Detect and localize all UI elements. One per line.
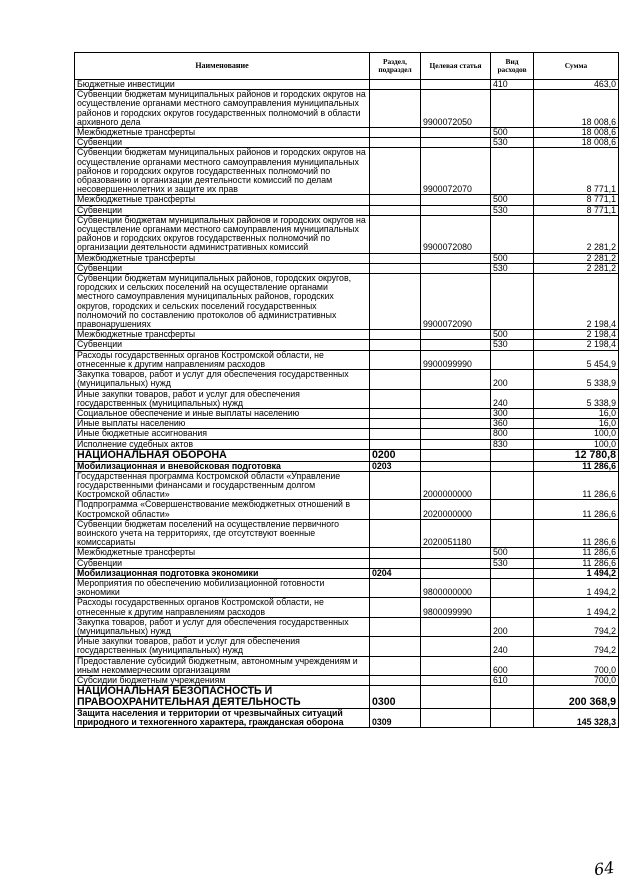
- row-article: [421, 80, 491, 90]
- row-section: [370, 429, 421, 439]
- table-row: [75, 195, 619, 205]
- row-article: [421, 389, 491, 408]
- row-section: [370, 263, 421, 273]
- row-name: Исполнение судебных актов: [75, 439, 370, 449]
- row-section: [370, 80, 421, 90]
- row-type: [491, 148, 534, 195]
- row-section: [370, 215, 421, 253]
- table-row: [75, 500, 619, 519]
- row-type: [491, 568, 534, 578]
- row-article: [421, 449, 491, 461]
- row-type: 830: [491, 439, 534, 449]
- table-row: [75, 90, 619, 128]
- row-sum: 145 328,3: [534, 708, 619, 727]
- page-number: 64: [592, 857, 616, 880]
- row-sum: 100,0: [534, 429, 619, 439]
- table-row: [75, 519, 619, 548]
- table-row: [75, 389, 619, 408]
- row-sum: 5 338,9: [534, 389, 619, 408]
- table-row: [75, 708, 619, 727]
- row-type: 410: [491, 80, 534, 90]
- table-row: [75, 370, 619, 389]
- row-name: Защита населения и территории от чрезвычайных ситуаций природного и техногенного характера, гражданская оборона: [75, 708, 370, 727]
- row-name: Субвенции: [75, 205, 370, 215]
- row-article: 9900072080: [421, 215, 491, 253]
- row-type: [491, 90, 534, 128]
- row-section: 0309: [370, 708, 421, 727]
- budget-table: [74, 52, 619, 728]
- table-row: [75, 80, 619, 90]
- row-sum: 8 771,1: [534, 148, 619, 195]
- row-name: Субвенции бюджетам поселений на осуществление первичного воинского учета на территориях, где отсутствуют военные комиссариаты: [75, 519, 370, 548]
- table-row: [75, 686, 619, 709]
- table-row: [75, 138, 619, 148]
- row-article: 9800099990: [421, 598, 491, 617]
- row-section: [370, 253, 421, 263]
- row-article: 9900099990: [421, 350, 491, 369]
- row-sum: 2 281,2: [534, 215, 619, 253]
- table-row: [75, 568, 619, 578]
- row-sum: 1 494,2: [534, 568, 619, 578]
- row-article: [421, 708, 491, 727]
- row-name: Межбюджетные трансферты: [75, 330, 370, 340]
- row-type: 360: [491, 419, 534, 429]
- row-article: [421, 637, 491, 656]
- row-sum: 8 771,1: [534, 195, 619, 205]
- table-row: [75, 675, 619, 685]
- row-section: [370, 370, 421, 389]
- row-name: Межбюджетные трансферты: [75, 548, 370, 558]
- row-section: [370, 558, 421, 568]
- row-section: [370, 548, 421, 558]
- table-row: [75, 419, 619, 429]
- row-type: 800: [491, 429, 534, 439]
- row-section: [370, 148, 421, 195]
- row-sum: 2 198,4: [534, 274, 619, 330]
- row-name: Закупка товаров, работ и услуг для обеспечения государственных (муниципальных) нужд: [75, 370, 370, 389]
- row-article: [421, 686, 491, 709]
- row-article: [421, 408, 491, 418]
- row-type: [491, 449, 534, 461]
- row-section: [370, 500, 421, 519]
- table-row: [75, 205, 619, 215]
- header-name: Наименование: [75, 53, 370, 80]
- row-name: Субвенции: [75, 263, 370, 273]
- row-sum: 18 008,6: [534, 90, 619, 128]
- row-article: [421, 429, 491, 439]
- row-name: Мобилизационная подготовка экономики: [75, 568, 370, 578]
- row-type: [491, 500, 534, 519]
- table-row: [75, 548, 619, 558]
- table-row: [75, 461, 619, 471]
- table-row: [75, 439, 619, 449]
- row-name: Иные закупки товаров, работ и услуг для обеспечения государственных (муниципальных) нужд: [75, 637, 370, 656]
- row-section: [370, 439, 421, 449]
- row-section: [370, 205, 421, 215]
- row-article: [421, 253, 491, 263]
- table-row: [75, 578, 619, 597]
- row-article: 2020000000: [421, 500, 491, 519]
- row-type: [491, 350, 534, 369]
- row-sum: 1 494,2: [534, 598, 619, 617]
- row-sum: 11 286,6: [534, 500, 619, 519]
- table-row: [75, 350, 619, 369]
- table-row: [75, 340, 619, 350]
- row-type: [491, 471, 534, 500]
- row-section: [370, 617, 421, 636]
- table-row: [75, 128, 619, 138]
- row-type: 530: [491, 340, 534, 350]
- row-article: [421, 419, 491, 429]
- table-row: [75, 637, 619, 656]
- table-row: [75, 449, 619, 461]
- row-article: 9900072050: [421, 90, 491, 128]
- row-sum: 700,0: [534, 675, 619, 685]
- row-sum: 18 008,6: [534, 138, 619, 148]
- table-body: [75, 80, 619, 728]
- row-section: [370, 519, 421, 548]
- table-row: [75, 598, 619, 617]
- row-sum: 11 286,6: [534, 548, 619, 558]
- row-type: 500: [491, 253, 534, 263]
- row-sum: 794,2: [534, 637, 619, 656]
- row-type: 500: [491, 128, 534, 138]
- table-row: [75, 471, 619, 500]
- row-name: Расходы государственных органов Костромской области, не отнесенные к другим направлениям расходов: [75, 350, 370, 369]
- row-section: 0300: [370, 686, 421, 709]
- row-name: Мероприятия по обеспечению мобилизационной готовности экономики: [75, 578, 370, 597]
- row-article: [421, 461, 491, 471]
- row-name: Субвенции: [75, 558, 370, 568]
- row-section: [370, 637, 421, 656]
- row-article: 2000000000: [421, 471, 491, 500]
- header-type: Вид расходов: [491, 53, 534, 80]
- row-sum: 200 368,9: [534, 686, 619, 709]
- row-type: 530: [491, 138, 534, 148]
- row-article: [421, 439, 491, 449]
- row-name: Мобилизационная и вневойсковая подготовка: [75, 461, 370, 471]
- row-article: [421, 370, 491, 389]
- row-article: [421, 558, 491, 568]
- row-sum: 463,0: [534, 80, 619, 90]
- row-name: Субвенции бюджетам муниципальных районов и городских округов на осуществление органами местного самоуправления муниципальных районов и городских округов государственных полномочий по организации деятельности административных комиссий: [75, 215, 370, 253]
- row-section: 0203: [370, 461, 421, 471]
- row-sum: 11 286,6: [534, 461, 619, 471]
- row-article: [421, 205, 491, 215]
- row-type: [491, 578, 534, 597]
- row-article: 9900072090: [421, 274, 491, 330]
- row-name: Государственная программа Костромской области «Управление государственными финансами и государственным долгом Костромской области»: [75, 471, 370, 500]
- row-name: Межбюджетные трансферты: [75, 253, 370, 263]
- row-sum: 16,0: [534, 408, 619, 418]
- row-section: 0204: [370, 568, 421, 578]
- row-section: [370, 128, 421, 138]
- table-header-row: [75, 53, 619, 80]
- row-sum: 11 286,6: [534, 471, 619, 500]
- row-article: [421, 263, 491, 273]
- row-name: Субвенции бюджетам муниципальных районов и городских округов на осуществление органами местного самоуправления муниципальных районов и городских округов государственных полномочий в области архивного дела: [75, 90, 370, 128]
- row-sum: 12 780,8: [534, 449, 619, 461]
- row-sum: 5 454,9: [534, 350, 619, 369]
- row-type: 530: [491, 263, 534, 273]
- row-article: [421, 128, 491, 138]
- row-article: [421, 617, 491, 636]
- table-row: [75, 253, 619, 263]
- row-name: Закупка товаров, работ и услуг для обеспечения государственных (муниципальных) нужд: [75, 617, 370, 636]
- row-name: Межбюджетные трансферты: [75, 195, 370, 205]
- table-row: [75, 263, 619, 273]
- row-article: [421, 548, 491, 558]
- row-section: [370, 90, 421, 128]
- row-article: 2020051180: [421, 519, 491, 548]
- row-sum: 794,2: [534, 617, 619, 636]
- row-sum: 11 286,6: [534, 519, 619, 548]
- row-type: 610: [491, 675, 534, 685]
- row-section: [370, 675, 421, 685]
- header-article: Целевая статья: [421, 53, 491, 80]
- row-name: НАЦИОНАЛЬНАЯ ОБОРОНА: [75, 449, 370, 461]
- row-type: 500: [491, 330, 534, 340]
- row-name: Социальное обеспечение и иные выплаты населению: [75, 408, 370, 418]
- row-type: 300: [491, 408, 534, 418]
- row-sum: 18 008,6: [534, 128, 619, 138]
- row-article: [421, 138, 491, 148]
- row-name: Предоставление субсидий бюджетным, автономным учреждениям и иным некоммерческим организациям: [75, 656, 370, 675]
- row-name: Иные закупки товаров, работ и услуг для обеспечения государственных (муниципальных) нужд: [75, 389, 370, 408]
- row-article: [421, 568, 491, 578]
- row-article: [421, 656, 491, 675]
- row-name: Подпрограмма «Совершенствование межбюджетных отношений в Костромской области»: [75, 500, 370, 519]
- row-sum: 2 281,2: [534, 253, 619, 263]
- row-type: [491, 215, 534, 253]
- row-type: 530: [491, 205, 534, 215]
- row-name: Расходы государственных органов Костромской области, не отнесенные к другим направлениям расходов: [75, 598, 370, 617]
- row-type: 200: [491, 617, 534, 636]
- row-sum: 100,0: [534, 439, 619, 449]
- row-sum: 2 198,4: [534, 330, 619, 340]
- row-type: 240: [491, 389, 534, 408]
- row-type: [491, 519, 534, 548]
- row-article: 9800000000: [421, 578, 491, 597]
- header-section: Раздел, подраздел: [370, 53, 421, 80]
- row-section: [370, 471, 421, 500]
- row-name: Иные выплаты населению: [75, 419, 370, 429]
- row-section: [370, 274, 421, 330]
- table-row: [75, 274, 619, 330]
- row-name: Субвенции бюджетам муниципальных районов и городских округов на осуществление органами местного самоуправления муниципальных районов и городских округов государственных полномочий по образованию и организации деятельности комиссий по делам несовершеннолетних и защите их прав: [75, 148, 370, 195]
- row-section: [370, 419, 421, 429]
- table-row: [75, 558, 619, 568]
- row-type: [491, 274, 534, 330]
- row-name: Субсидии бюджетным учреждениям: [75, 675, 370, 685]
- row-sum: 1 494,2: [534, 578, 619, 597]
- row-section: [370, 408, 421, 418]
- table-row: [75, 330, 619, 340]
- row-sum: 2 281,2: [534, 263, 619, 273]
- table-row: [75, 148, 619, 195]
- header-sum: Сумма: [534, 53, 619, 80]
- row-article: [421, 195, 491, 205]
- row-name: Иные бюджетные ассигнования: [75, 429, 370, 439]
- row-name: Бюджетные инвестиции: [75, 80, 370, 90]
- row-name: Субвенции: [75, 340, 370, 350]
- row-article: [421, 340, 491, 350]
- row-type: 500: [491, 195, 534, 205]
- table-row: [75, 429, 619, 439]
- row-section: 0200: [370, 449, 421, 461]
- row-section: [370, 350, 421, 369]
- row-type: 200: [491, 370, 534, 389]
- table-row: [75, 617, 619, 636]
- row-article: 9900072070: [421, 148, 491, 195]
- row-section: [370, 578, 421, 597]
- row-section: [370, 330, 421, 340]
- row-sum: 2 198,4: [534, 340, 619, 350]
- row-type: 530: [491, 558, 534, 568]
- row-sum: 8 771,1: [534, 205, 619, 215]
- row-name: Межбюджетные трансферты: [75, 128, 370, 138]
- row-sum: 16,0: [534, 419, 619, 429]
- row-section: [370, 340, 421, 350]
- row-section: [370, 389, 421, 408]
- row-sum: 5 338,9: [534, 370, 619, 389]
- row-type: 500: [491, 548, 534, 558]
- table-row: [75, 656, 619, 675]
- row-sum: 11 286,6: [534, 558, 619, 568]
- row-name: Субвенции: [75, 138, 370, 148]
- row-sum: 700,0: [534, 656, 619, 675]
- row-type: [491, 708, 534, 727]
- row-name: НАЦИОНАЛЬНАЯ БЕЗОПАСНОСТЬ И ПРАВООХРАНИТЕЛЬНАЯ ДЕЯТЕЛЬНОСТЬ: [75, 686, 370, 709]
- row-type: 240: [491, 637, 534, 656]
- table-row: [75, 215, 619, 253]
- row-article: [421, 675, 491, 685]
- row-type: [491, 686, 534, 709]
- row-section: [370, 195, 421, 205]
- row-type: 600: [491, 656, 534, 675]
- row-article: [421, 330, 491, 340]
- table-row: [75, 408, 619, 418]
- row-name: Субвенции бюджетам муниципальных районов, городских округов, городских и сельских поселений на осуществление органами местного самоуправления муниципальных районов, городских округов, городских и сельских поселений государственных полномочий по составлению протоколов об административных правонарушениях: [75, 274, 370, 330]
- row-type: [491, 598, 534, 617]
- row-type: [491, 461, 534, 471]
- row-section: [370, 656, 421, 675]
- row-section: [370, 138, 421, 148]
- row-section: [370, 598, 421, 617]
